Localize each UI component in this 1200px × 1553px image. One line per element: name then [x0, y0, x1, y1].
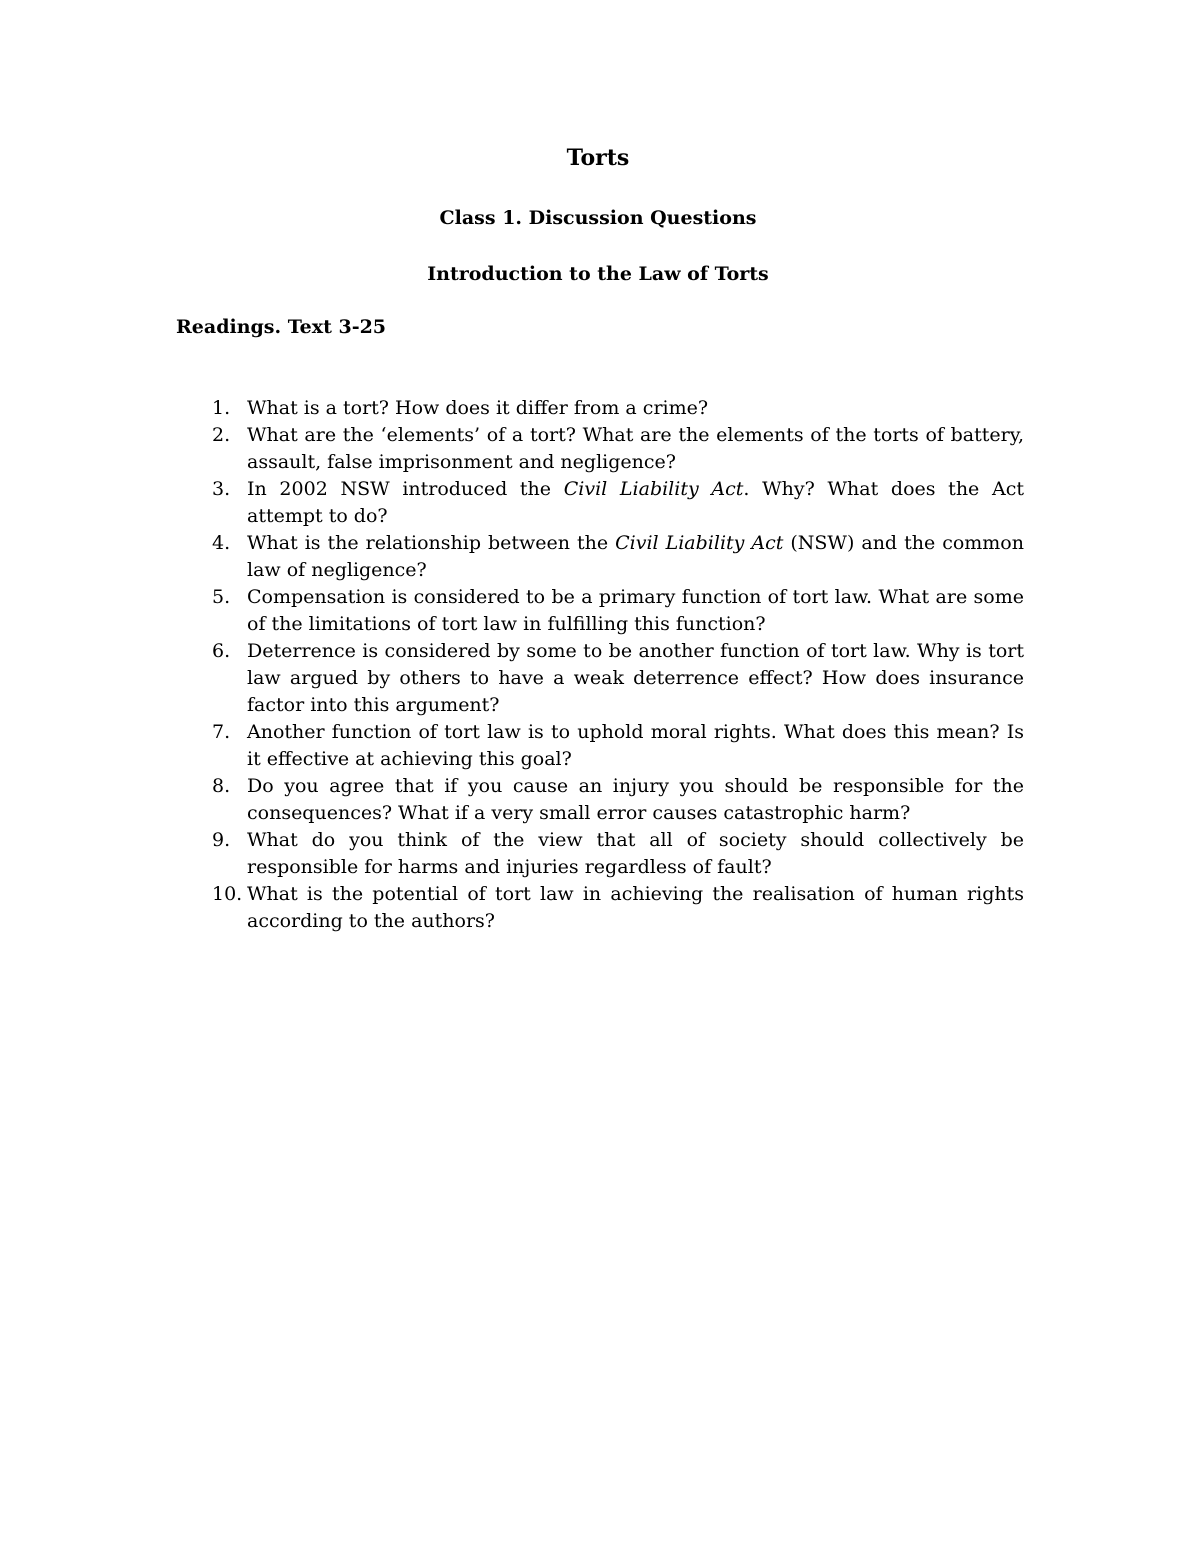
question-item — [212, 395, 1024, 422]
act-title: Civil Liability Act — [615, 532, 784, 554]
question-number: 7. — [212, 721, 231, 743]
act-title: Civil Liability Act — [563, 478, 744, 500]
document-title: Torts — [566, 145, 630, 171]
question-text: Another function of tort law is to uphold moral rights. What does this mean? Is it effective at achieving this goal? — [247, 721, 1024, 770]
topic-heading: Introduction to the Law of Torts — [427, 263, 769, 285]
question-text: Do you agree that if you cause an injury you should be responsible for the consequences? What if a very small error causes catastrophic harm? — [247, 775, 1024, 824]
question-item — [212, 530, 1024, 584]
question-number: 5. — [212, 586, 231, 608]
question-text-end: (NSW) and the common law of negligence? — [247, 532, 1024, 581]
question-number: 8. — [212, 775, 231, 797]
question-item — [212, 638, 1024, 719]
question-text: Compensation is considered to be a primary function of tort law. What are some of the limitations of tort law in fulfilling this function? — [247, 586, 1024, 635]
question-item — [212, 773, 1024, 827]
question-text: What is a tort? How does it differ from a crime? — [247, 397, 709, 419]
question-number: 1. — [212, 397, 231, 419]
readings-heading: Readings. Text 3-25 — [176, 316, 387, 338]
question-number: 10. — [212, 883, 243, 905]
question-text-start: What is the relationship between the — [247, 532, 616, 554]
question-number: 9. — [212, 829, 231, 851]
question-number: 6. — [212, 640, 231, 662]
question-text-start: In 2002 NSW introduced the — [247, 478, 564, 500]
question-item — [212, 476, 1024, 530]
question-number: 3. — [212, 478, 231, 500]
question-item — [212, 422, 1024, 476]
question-text: Deterrence is considered by some to be another function of tort law. Why is tort law argued by others to have a weak deterrence effect? How does insurance factor into this argument? — [247, 640, 1024, 716]
question-text-end: . Why? What does the Act attempt to do? — [247, 478, 1024, 527]
question-item — [212, 881, 1024, 935]
question-text: What are the ‘elements’ of a tort? What are the elements of the torts of battery, assault, false imprisonment and negligence? — [247, 424, 1024, 473]
question-number: 4. — [212, 532, 231, 554]
question-item — [212, 827, 1024, 881]
question-number: 2. — [212, 424, 231, 446]
question-text: What do you think of the view that all of society should collectively be responsible for harms and injuries regardless of fault? — [247, 829, 1024, 878]
question-text: What is the potential of tort law in achieving the realisation of human rights according to the authors? — [247, 883, 1024, 932]
question-list — [212, 395, 1024, 935]
question-item — [212, 719, 1024, 773]
class-subtitle: Class 1. Discussion Questions — [439, 207, 757, 229]
question-item — [212, 584, 1024, 638]
